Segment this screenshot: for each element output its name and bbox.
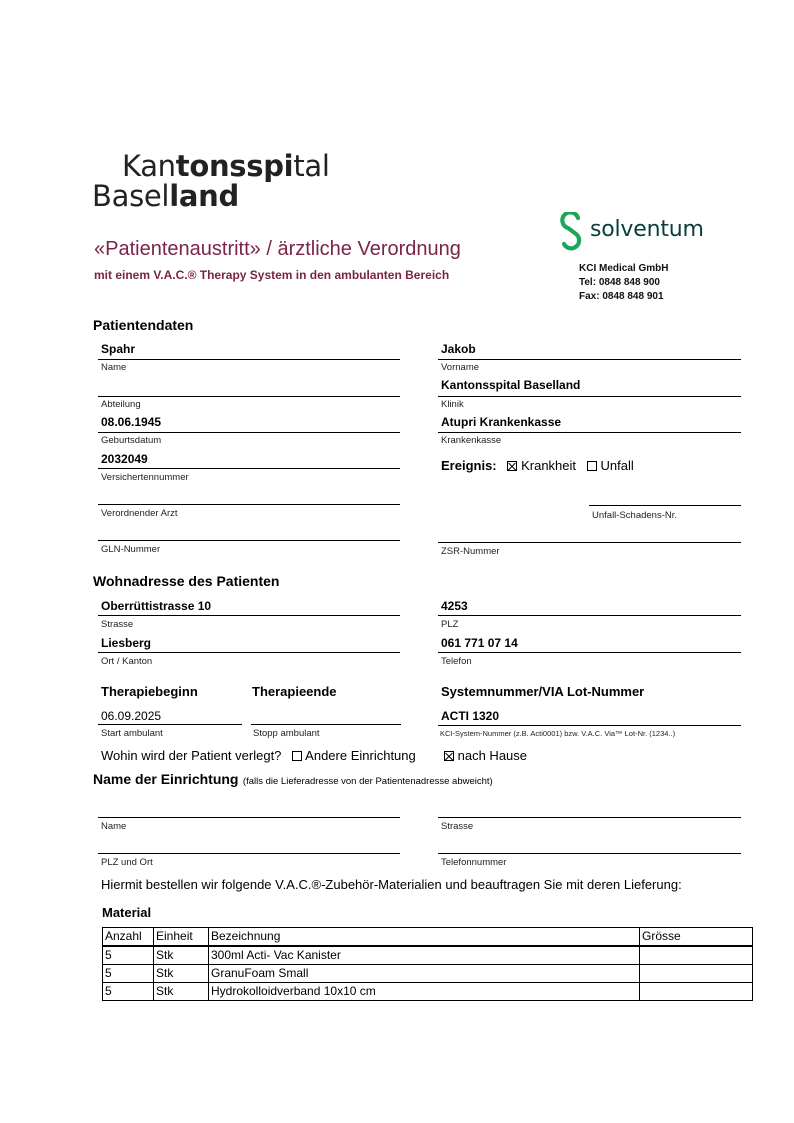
telefon-value[interactable]: 061 771 07 14 [441,636,518,650]
geburtsdatum-label: Geburtsdatum [101,435,162,446]
row-bezeichnung[interactable]: Hydrokolloidverband 10x10 cm [209,983,640,1001]
row-anzahl[interactable]: 5 [103,983,154,1001]
row-anzahl[interactable]: 5 [103,946,154,965]
system-label: KCI-System-Nummer (z.B. Acti0001) bzw. V.A.C. Via™ Lot-Nr. (1234..) [440,729,676,738]
abteilung-label: Abteilung [101,399,141,410]
name-label: Name [101,362,127,373]
kci-tel: Tel: 0848 848 900 [579,277,660,288]
row-anzahl[interactable]: 5 [103,965,154,983]
section-material: Material [102,905,152,920]
material-table [102,927,753,1001]
section-einrichtung: Name der Einrichtung [93,771,239,787]
therapieende-heading: Therapieende [252,684,337,699]
krankheit-checkbox[interactable] [507,461,517,471]
row-bezeichnung[interactable]: GranuFoam Small [209,965,640,983]
header-bezeichnung: Bezeichnung [209,928,640,947]
andere-einrichtung-label: Andere Einrichtung [305,748,416,763]
unfall-schadens-label: Unfall-Schadens-Nr. [592,510,678,521]
plz-value[interactable]: 4253 [441,599,468,613]
andere-einrichtung-checkbox[interactable] [292,751,302,761]
einrichtung-plz-ort-label: PLZ und Ort [101,857,153,868]
header-anzahl: Anzahl [103,928,154,947]
verlegt-row [101,748,416,763]
start-value[interactable]: 06.09.2025 [101,709,162,723]
solventum-logo-icon [558,212,586,252]
ort-value[interactable]: Liesberg [101,636,152,650]
geburtsdatum-value[interactable]: 08.06.1945 [101,415,162,429]
row-groesse[interactable] [640,946,753,965]
verlegt-question: Wohin wird der Patient verlegt? [101,748,282,763]
einrichtung-note: (falls die Lieferadresse von der Patientenadresse abweicht) [242,776,493,787]
row-bezeichnung[interactable]: 300ml Acti- Vac Kanister [209,946,640,965]
therapiebeginn-heading: Therapiebeginn [101,684,198,699]
ort-label: Ort / Kanton [101,656,153,667]
start-label: Start ambulant [101,728,163,739]
krankenkasse-value[interactable]: Atupri Krankenkasse [441,415,562,429]
hospital-logo-line2: Baselland [92,179,239,213]
vorname-value[interactable]: Jakob [441,342,476,356]
strasse-label: Strasse [101,619,134,630]
row-groesse[interactable] [640,965,753,983]
page-title: «Patientenaustritt» / ärztliche Verordnung [94,238,461,260]
klinik-value[interactable]: Kantonsspital Baselland [441,378,581,392]
unfall-checkbox[interactable] [587,461,597,471]
row-groesse[interactable] [640,983,753,1001]
versichertennummer-label: Versichertennummer [101,472,189,483]
strasse-value[interactable]: Oberrüttistrasse 10 [101,599,212,613]
brand-name: solventum [590,217,704,242]
name-value[interactable]: Spahr [101,342,136,356]
table-row [103,965,753,983]
gln-label: GLN-Nummer [101,544,161,555]
arzt-label: Verordnender Arzt [101,508,178,519]
page-subtitle: mit einem V.A.C.® Therapy System in den ambulanten Bereich [94,268,450,282]
klinik-label: Klinik [441,399,464,410]
krankenkasse-label: Krankenkasse [441,435,502,446]
zsr-label: ZSR-Nummer [441,546,500,557]
einrichtung-strasse-label: Strasse [441,821,474,832]
table-row [103,946,753,965]
header-einheit: Einheit [154,928,209,947]
stopp-label: Stopp ambulant [253,728,320,739]
section-wohnadresse: Wohnadresse des Patienten [93,573,280,589]
row-einheit[interactable]: Stk [154,965,209,983]
unfall-label: Unfall [600,458,634,473]
system-value[interactable]: ACTI 1320 [441,709,500,723]
nach-hause-row [444,748,527,763]
versichertennummer-value[interactable]: 2032049 [101,452,148,466]
section-patientendaten: Patientendaten [93,317,194,333]
hospital-logo-line1: Kantonsspital [122,149,330,183]
ereignis-row [441,458,634,473]
order-text: Hiermit bestellen wir folgende V.A.C.®-Zubehör-Materialien und beauftragen Sie mit deren Lieferung: [101,877,682,892]
kci-fax: Fax: 0848 848 901 [579,291,664,302]
row-einheit[interactable]: Stk [154,946,209,965]
header-groesse: Grösse [640,928,753,947]
table-row [103,983,753,1001]
plz-label: PLZ [441,619,459,630]
krankheit-label: Krankheit [521,458,577,473]
einrichtung-name-label: Name [101,821,127,832]
material-header-row [103,928,753,947]
kci-company: KCI Medical GmbH [579,263,669,274]
vorname-label: Vorname [441,362,480,373]
nach-hause-checkbox[interactable] [444,751,454,761]
row-einheit[interactable]: Stk [154,983,209,1001]
telefon-label: Telefon [441,656,472,667]
systemnummer-heading: Systemnummer/VIA Lot-Nummer [441,684,645,699]
einrichtung-telefon-label: Telefonnummer [441,857,507,868]
einrichtung-heading-row [93,771,493,789]
nach-hause-label: nach Hause [457,748,528,763]
ereignis-label: Ereignis: [441,458,497,473]
